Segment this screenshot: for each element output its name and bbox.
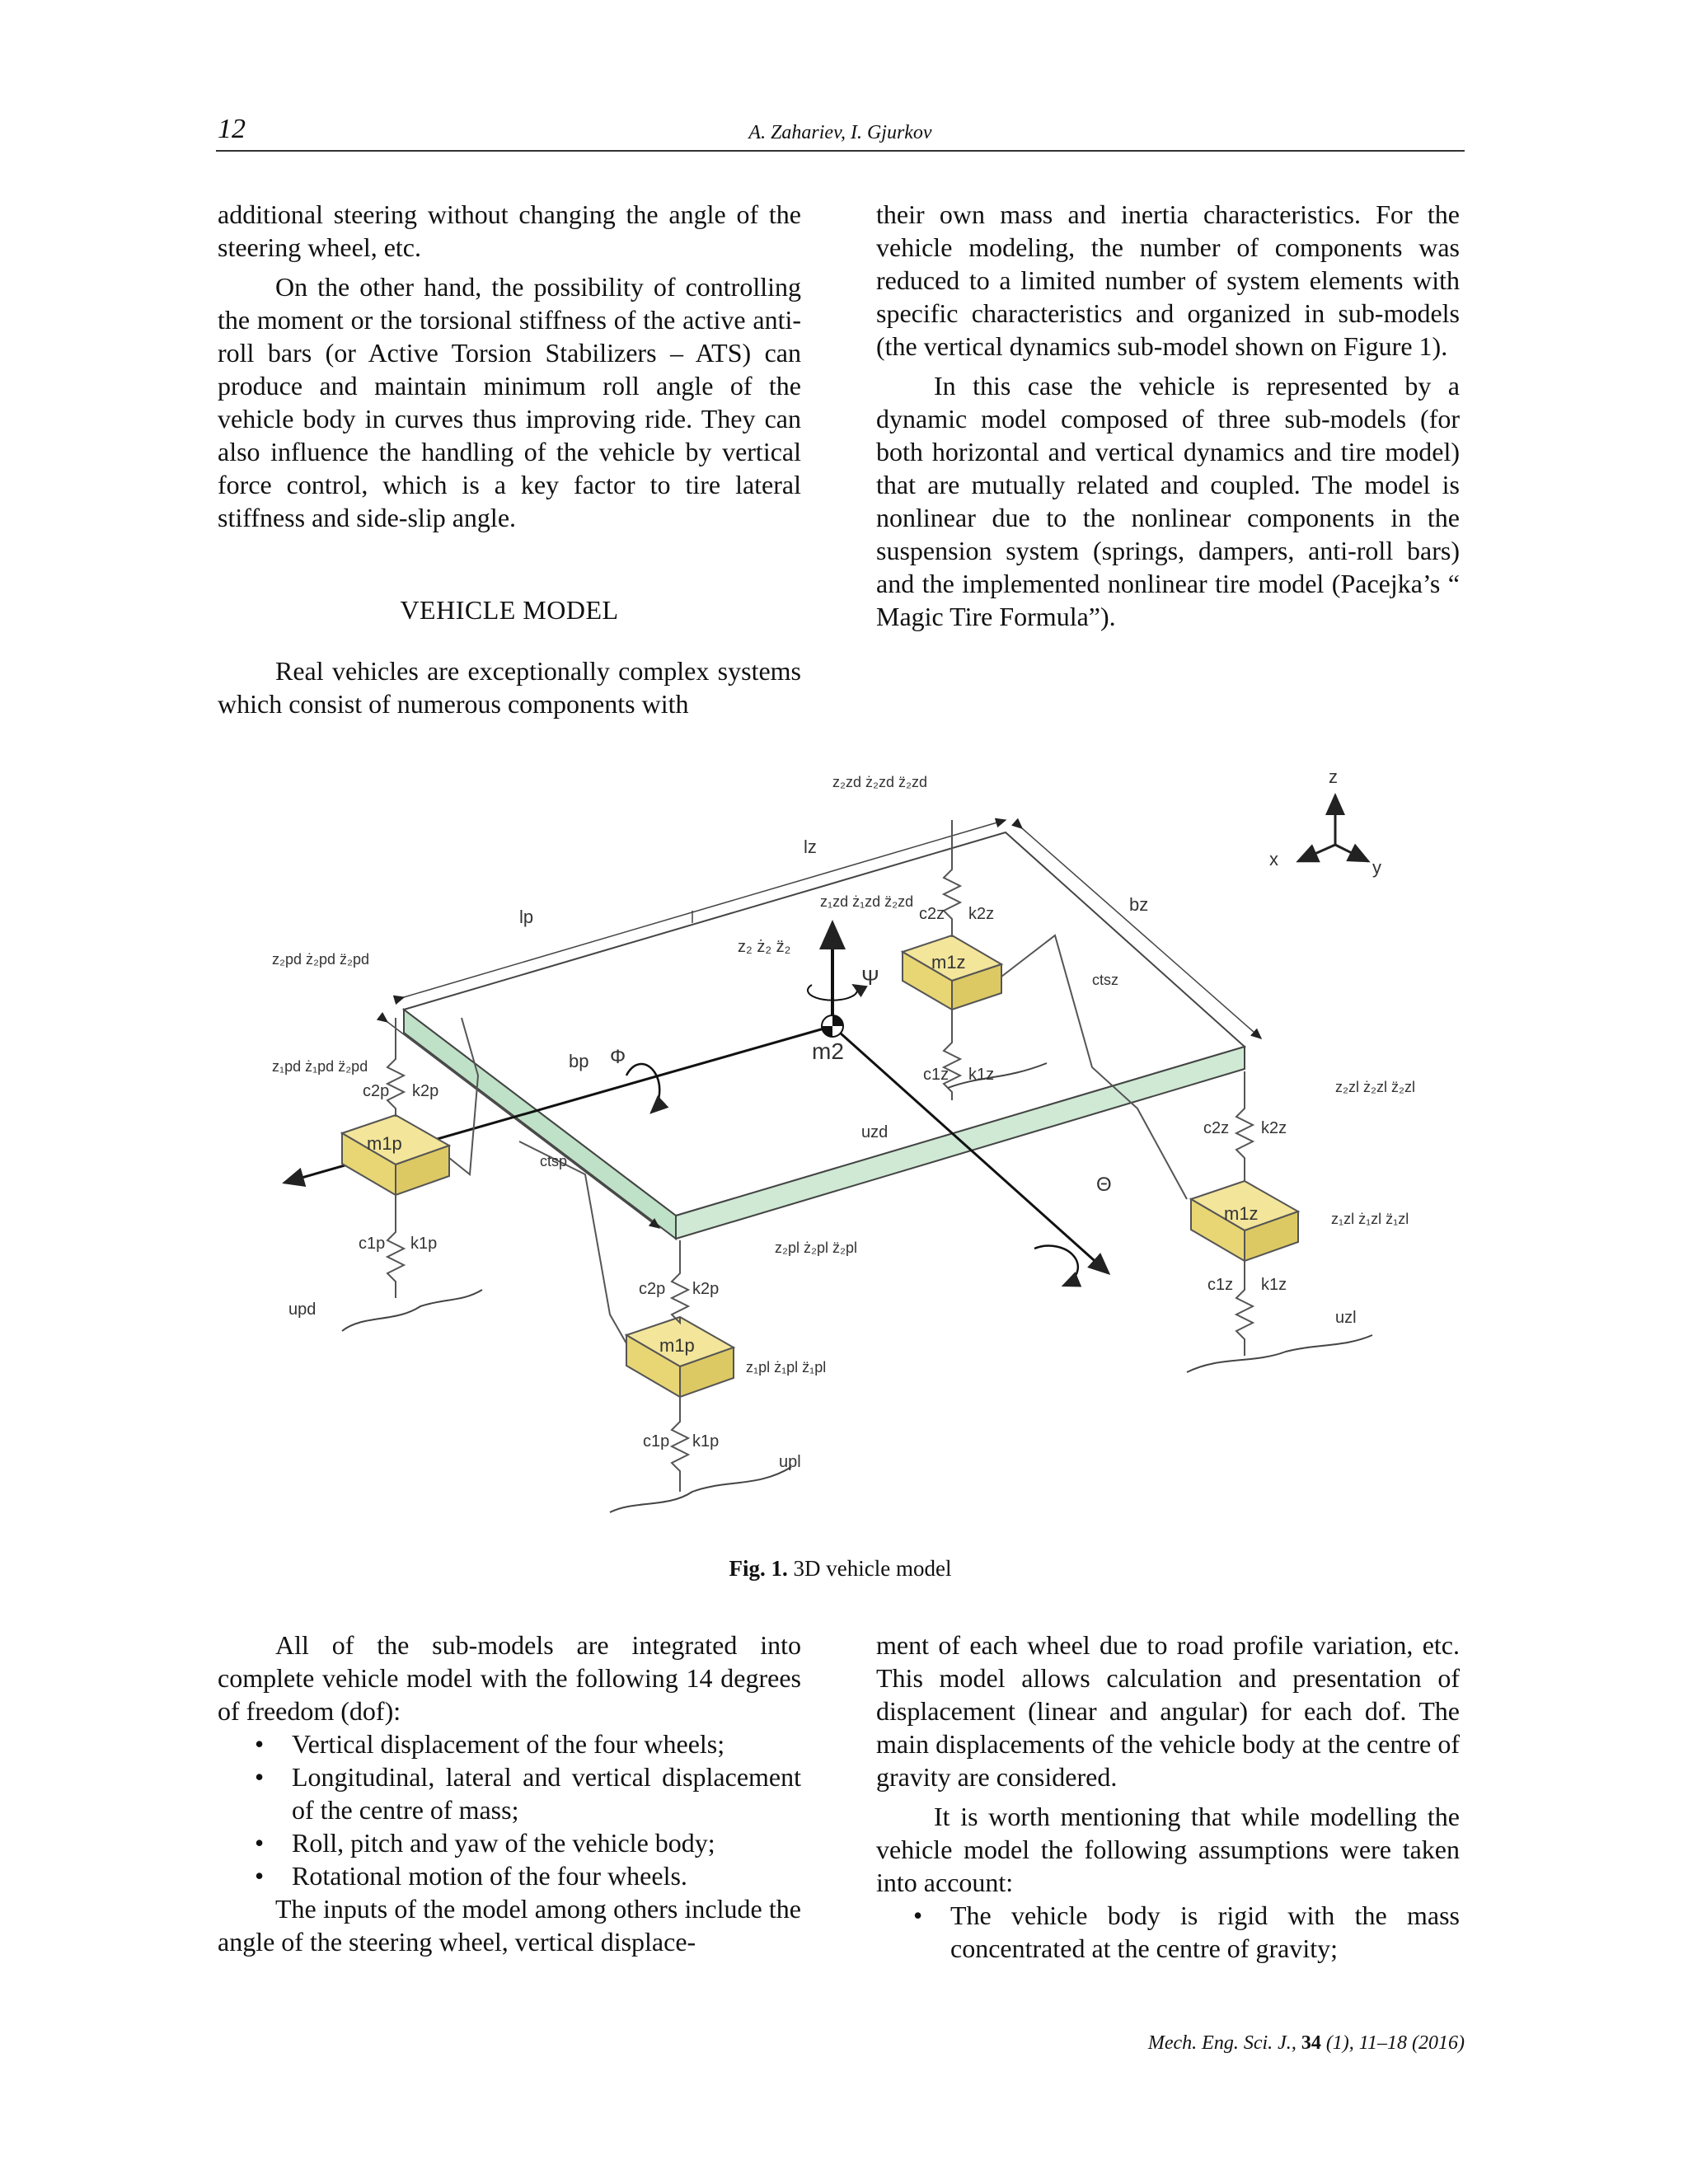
label-uzl: uzl [1335, 1309, 1357, 1327]
label-c2p-front: c2p [363, 1082, 390, 1100]
assumptions-list [876, 1899, 1460, 1965]
paragraph: additional steering without changing the angle of the steering wheel, etc. [218, 199, 801, 262]
label-ctsz: ctsz [1092, 972, 1119, 988]
right-column-top [876, 198, 1460, 633]
label-m1z-front: m1z [1224, 1203, 1259, 1224]
mass-block-m1p-front-left [342, 1115, 449, 1195]
label-c1z-front: c1z [1207, 1276, 1234, 1294]
label-lp: lp [519, 907, 534, 927]
paragraph: The inputs of the model among others include the angle of the steering wheel, vertical displace- [218, 1894, 801, 1957]
label-k2z: k2z [968, 905, 995, 923]
figure-3d-vehicle-model [264, 746, 1451, 1537]
figure-caption-text: 3D vehicle model [787, 1556, 952, 1581]
label-k2z-front: k2z [1261, 1119, 1287, 1137]
section-heading: VEHICLE MODEL [400, 595, 619, 625]
coordinate-axes [1298, 795, 1368, 861]
label-k1z-rear: k1z [968, 1066, 995, 1084]
label-m1z-rear: m1z [931, 952, 966, 972]
label-m2: m2 [812, 1038, 844, 1064]
label-lz: lz [804, 837, 817, 857]
paragraph: All of the sub-models are integrated into complete vehicle model with the following 14 degrees of freedom (dof): [218, 1630, 801, 1726]
label-c1p-rear: c1p [643, 1432, 670, 1451]
label-k1p-rear: k1p [692, 1432, 720, 1451]
label-z1zl: z₁zl ż₁zl z̈₁zl [1331, 1211, 1409, 1227]
label-c2z: c2z [919, 905, 945, 923]
label-c1p-front: c1p [359, 1235, 386, 1253]
label-bp: bp [569, 1051, 589, 1071]
axis-label-z: z [1329, 766, 1338, 787]
paragraph: ment of each wheel due to road profile variation, etc. This model allows calculation and presentation of displacement (linear and angular) for each dof. The main displacements of the vehicle body at the centre of gravity are considered. [876, 1630, 1460, 1792]
list-item: • Rotational motion of the four wheels. [218, 1859, 801, 1892]
label-z1pl: z₁pl ż₁pl z̈₁pl [746, 1359, 827, 1376]
label-z2zd: z₂zd ż₂zd z̈₂zd [832, 774, 927, 790]
label-m1p-front: m1p [367, 1133, 402, 1154]
label-z2pl: z₂pl ż₂pl z̈₂pl [775, 1240, 857, 1256]
label-m1p-rear: m1p [659, 1335, 695, 1356]
footer-issue: (1), 11–18 (2016) [1320, 2032, 1465, 2054]
footer-journal: Mech. Eng. Sci. J. [1147, 2032, 1292, 2054]
label-uzd: uzd [861, 1123, 889, 1141]
label-k1p-front: k1p [410, 1235, 438, 1253]
label-ctsp: ctsp [540, 1153, 568, 1169]
label-k2p-front: k2p [412, 1082, 439, 1100]
label-k2p-rear: k2p [692, 1280, 720, 1298]
label-theta: Θ [1096, 1174, 1112, 1196]
mass-block-m1p-rear-left [626, 1317, 734, 1397]
dof-list [218, 1727, 801, 1892]
left-column-top [218, 198, 801, 720]
running-head-authors: A. Zahariev, I. Gjurkov [748, 122, 932, 143]
label-psi: Ψ [861, 965, 879, 990]
figure-caption-label: Fig. 1. [729, 1556, 788, 1581]
label-z1zd: z₁zd ż₁zd z̈₂zd [820, 893, 914, 910]
page-number: 12 [218, 114, 246, 144]
header-rule [216, 150, 1465, 152]
label-upl: upl [779, 1453, 801, 1471]
label-bz: bz [1129, 894, 1149, 915]
label-z2zl: z₂zl ż₂zl z̈₂zl [1335, 1079, 1415, 1095]
label-c2p-rear: c2p [639, 1280, 666, 1298]
label-c2z-front: c2z [1203, 1119, 1230, 1137]
paragraph: Real vehicles are exceptionally complex systems which consist of numerous components with [218, 656, 801, 719]
vehicle-model-diagram [264, 746, 1451, 1537]
list-item: • Vertical displacement of the four wheels; [218, 1727, 801, 1760]
paragraph: In this case the vehicle is represented by a dynamic model composed of three sub-models (for both horizontal and vertical dynamics and tire model) that are mutually related and coupled. The model is nonlinear due to the nonlinear components in the suspension system (springs, dampers, anti-roll bars) and the implemented nonlinear tire model (Pacejka’s “ Magic Tire Formula”). [876, 371, 1460, 631]
paragraph: their own mass and inertia characteristics. For the vehicle modeling, the number of components was reduced to a limited number of system elements with specific characteristics and organized in sub-models (the vertical dynamics sub-model shown on Figure 1). [876, 199, 1460, 361]
label-c1z-rear: c1z [923, 1066, 950, 1084]
right-column-bottom [876, 1629, 1460, 1965]
list-item: • Longitudinal, lateral and vertical displacement of the centre of mass; [218, 1760, 801, 1826]
axis-label-y: y [1372, 857, 1381, 878]
list-item: • Roll, pitch and yaw of the vehicle body; [218, 1826, 801, 1859]
footer-volume: 34 [1301, 2032, 1321, 2054]
label-k1z-front: k1z [1261, 1276, 1287, 1294]
left-column-bottom [218, 1629, 801, 1958]
label-z2-center: z₂ ż₂ z̈₂ [738, 938, 791, 956]
label-phi: Φ [610, 1046, 626, 1068]
paragraph: On the other hand, the possibility of controlling the moment or the torsional stiffness of the active anti-roll bars (or Active Torsion Stabilizers – ATS) can produce and maintain minimum roll angle of the vehicle body in curves thus improving ride. They can also influence the handling of the vehicle by vertical force control, which is a key factor to tire lateral stiffness and side-slip angle. [218, 272, 801, 532]
figure-caption [216, 1556, 1465, 1582]
label-z1pd: z₁pd ż₁pd z̈₂pd [272, 1058, 368, 1075]
axis-label-x: x [1269, 849, 1278, 869]
list-item: • The vehicle body is rigid with the mass concentrated at the centre of gravity; [876, 1899, 1460, 1965]
label-z2pd: z₂pd ż₂pd z̈₂pd [272, 951, 370, 968]
paragraph: It is worth mentioning that while modelling the vehicle model the following assumptions were taken into account: [876, 1802, 1460, 1897]
footer-citation: Mech. Eng. Sci. J., 34 (1), 11–18 (2016) [1147, 2032, 1465, 2054]
label-upd: upd [288, 1301, 316, 1319]
